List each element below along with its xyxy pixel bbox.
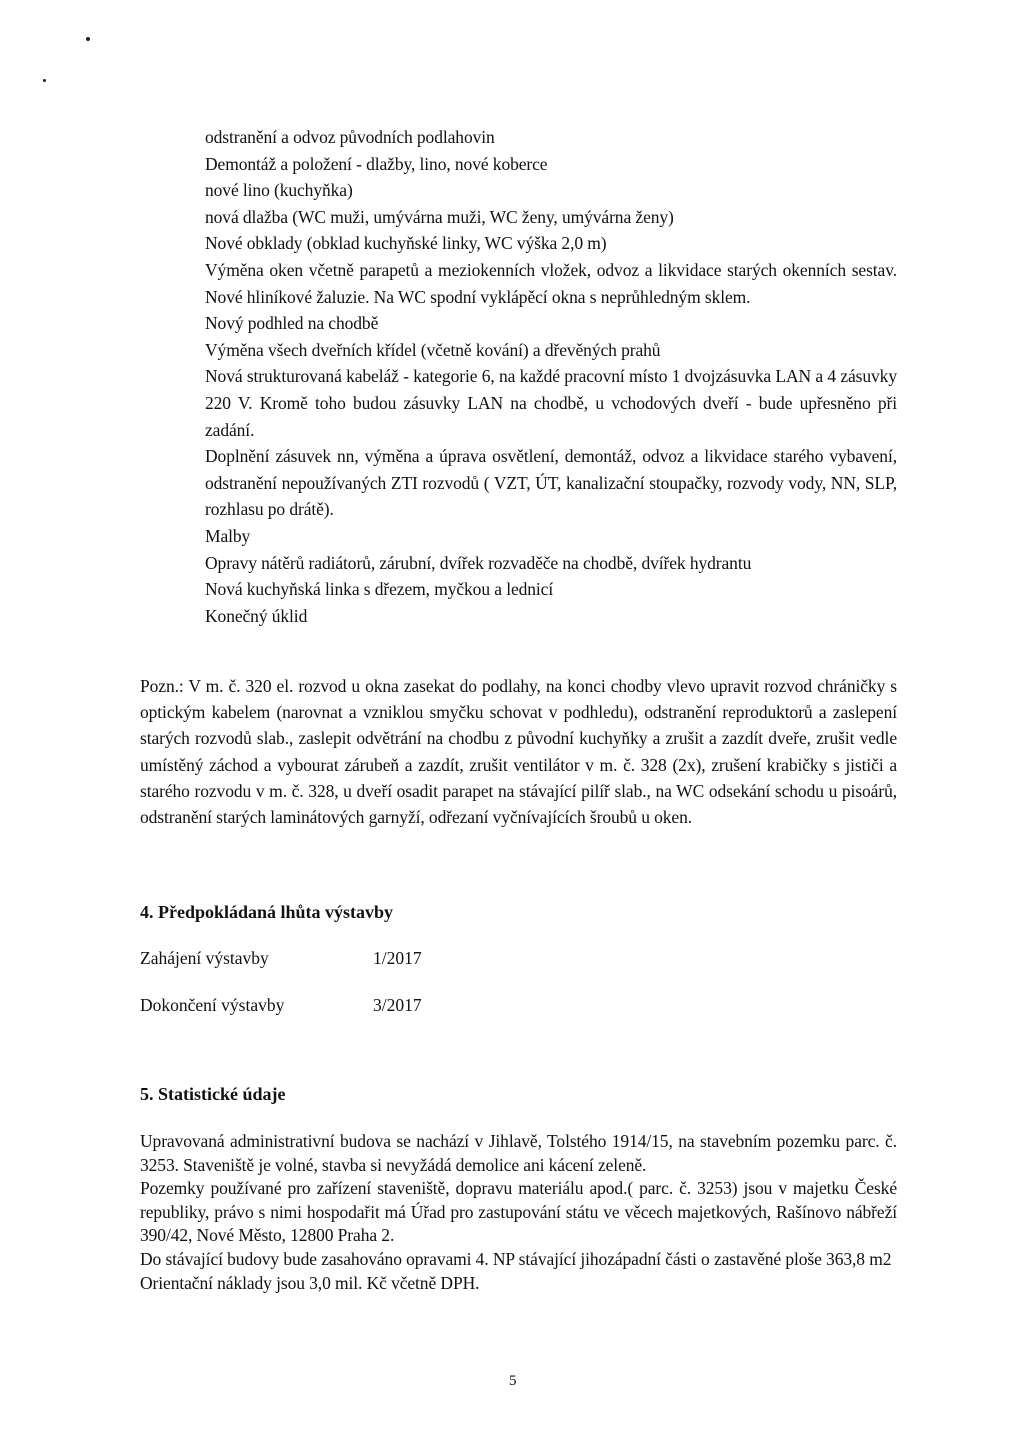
works-item: Nová strukturovaná kabeláž - kategorie 6, na každé pracovní místo 1 dvojzásuvka LAN a 4 zásuvky 220 V. Kromě toho budou zásuvky LAN na chodbě, u vchodových dveří - bude upřesněno při zadání.: [205, 366, 897, 440]
works-item: Výměna všech dveřních křídel (včetně kování) a dřevěných prahů: [205, 339, 661, 360]
scan-speck: [86, 37, 90, 41]
construction-end-label: Dokončení výstavby: [140, 995, 285, 1015]
section-5-heading: 5. Statistické údaje: [140, 1084, 286, 1104]
statistics-paragraph: Do stávající budovy bude zasahováno opravami 4. NP stávající jihozápadní části o zastavěné ploše 363,8 m2: [140, 1248, 892, 1269]
page-number: 5: [509, 1373, 517, 1389]
works-item: Opravy nátěrů radiátorů, zárubní, dvířek rozvaděče na chodbě, dvířek hydrantu: [205, 552, 752, 573]
note-paragraph: [140, 673, 897, 830]
works-item: nové lino (kuchyňka): [205, 180, 353, 201]
works-item: Demontáž a položení - dlažby, lino, nové koberce: [205, 153, 548, 174]
works-item: Nová kuchyňská linka s dřezem, myčkou a lednicí: [205, 579, 554, 600]
works-item: Doplnění zásuvek nn, výměna a úprava osvětlení, demontáž, odvoz a likvidace starého vybavení, odstranění nepoužívaných ZTI rozvodů ( VZT, ÚT, kanalizační stoupačky, rozvody vody, NN, SLP, rozhlasu po drátě).: [205, 446, 897, 520]
works-item: Nové obklady (obklad kuchyňské linky, WC výška 2,0 m): [205, 233, 607, 254]
works-item: odstranění a odvoz původních podlahovin: [205, 127, 495, 147]
scan-speck: [43, 79, 46, 82]
statistics-paragraph: Pozemky používané pro zařízení staveniště, dopravu materiálu apod.( parc. č. 3253) jsou v majetku České republiky, právo s nimi hospodařit má Úřad pro zastupování státu ve věcech majetkových, Rašínovo nábřeží 390/42, Nové Město, 12800 Praha 2.: [140, 1178, 897, 1246]
section-4-heading: 4. Předpokládaná lhůta výstavby: [140, 902, 394, 922]
works-item: nová dlažba (WC muži, umývárna muži, WC ženy, umývárna ženy): [205, 206, 674, 227]
construction-start-label: Zahájení výstavby: [140, 948, 269, 968]
construction-start-value: 1/2017: [373, 948, 422, 968]
statistics-paragraph: Orientační náklady jsou 3,0 mil. Kč včetně DPH.: [140, 1272, 480, 1293]
statistics-text: [140, 1130, 897, 1295]
works-item: Výměna oken včetně parapetů a meziokenních vložek, odvoz a likvidace starých okenních sestav. Nové hliníkové žaluzie. Na WC spodní vyklápěcí okna s neprůhledným sklem.: [205, 259, 897, 307]
construction-end-value: 3/2017: [373, 995, 422, 1015]
works-item: Konečný úklid: [205, 605, 308, 626]
works-list: [205, 124, 897, 629]
construction-end-row: [140, 995, 422, 1016]
statistics-paragraph: Upravovaná administrativní budova se nachází v Jihlavě, Tolstého 1914/15, na stavebním pozemku parc. č. 3253. Staveniště je volné, stavba si nevyžádá demolice ani kácení zeleně.: [140, 1131, 897, 1175]
note-text: Pozn.: V m. č. 320 el. rozvod u okna zasekat do podlahy, na konci chodby vlevo upravit rozvod chráničky s optickým kabelem (narovnat a vzniklou smyčku schovat v podhledu), odstranění reproduktorů a zaslepení starých rozvodů slab., zaslepit odvětrání na chodbu z původní kuchyňky a zrušit a zazdít dveře, zrušit vedle umístěný záchod a vybourat zárubeň a zazdít, zrušit ventilátor v m. č. 328 (2x), zrušení krabičky s jističi a starého rozvodu v m. č. 328, u dveří osadit parapet na stávající pilíř slab., na WC odsekání schodu u pisoárů, odstranění starých laminátových garnyží, odřezaní vyčnívajících šroubů u oken.: [140, 676, 897, 828]
construction-start-row: [140, 948, 422, 969]
works-item: Malby: [205, 525, 251, 546]
works-item: Nový podhled na chodbě: [205, 313, 379, 334]
